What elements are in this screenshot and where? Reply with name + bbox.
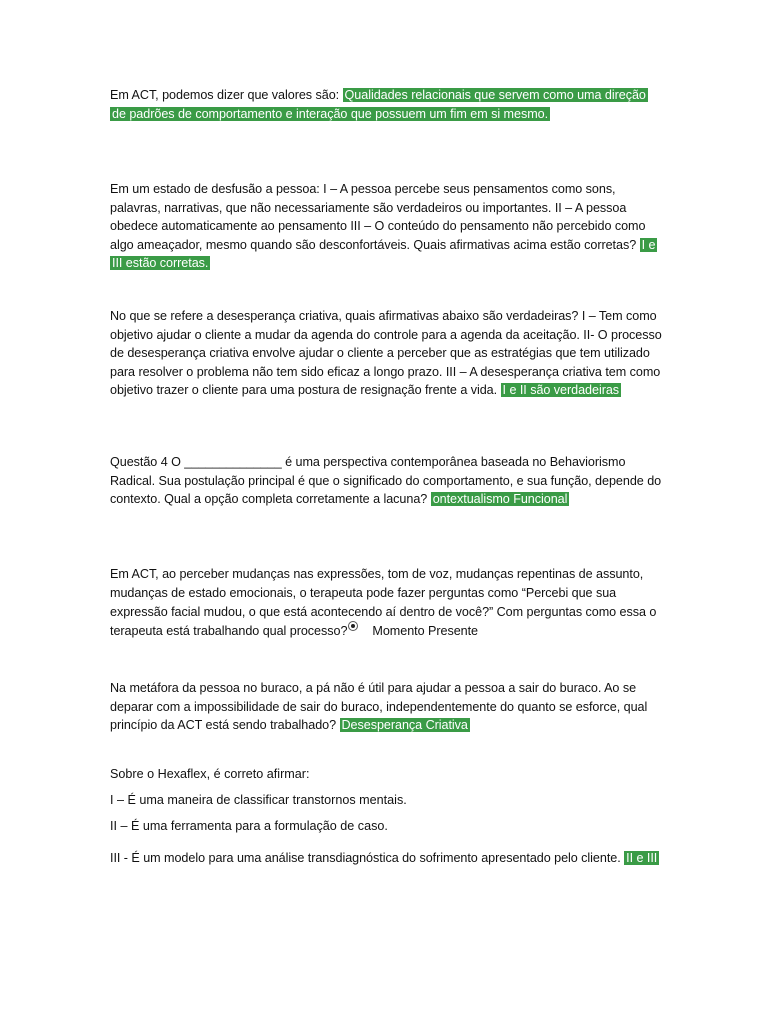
answer-highlight: II e III bbox=[626, 851, 658, 865]
hexaflex-item-1: I – É uma maneira de classificar transtornos mentais. bbox=[110, 793, 407, 807]
answer-highlight: ontextualismo Funcional bbox=[432, 492, 568, 506]
answer-highlight: I e II são verdadeiras bbox=[502, 383, 620, 397]
question-1 bbox=[110, 86, 662, 123]
question-5 bbox=[110, 565, 662, 641]
question-text: III - É um modelo para uma análise transdiagnóstica do sofrimento apresentado pelo cliente. bbox=[110, 851, 625, 865]
question-text: Em um estado de desfusão a pessoa: I – A pessoa percebe seus pensamentos como sons, palavras, narrativas, que não necessariamente são verdadeiros ou importantes. II – A pessoa obedece automaticamente ao pensamento III – O conteúdo do pensamento não percebido como algo ameaçador, mesmo quando são desconfortáveis. Quais afirmativas acima estão corretas? bbox=[110, 182, 646, 252]
hexaflex-item-3 bbox=[110, 849, 662, 868]
question-text: No que se refere a desesperança criativa, quais afirmativas abaixo são verdadeiras? I – Tem como objetivo ajudar o cliente a mudar da agenda do controle para a agenda da aceitação. II- O processo de desesperança criativa envolve ajudar o cliente a perceber que as estratégias que tem utilizado para resolver o problema não tem sido eficaz a longo prazo. III – A desesperança criativa tem como objetivo trazer o cliente para uma postura de resignação frente a vida. bbox=[110, 309, 662, 397]
hexaflex-item-2: II – É uma ferramenta para a formulação de caso. bbox=[110, 819, 388, 833]
hexaflex-intro: Sobre o Hexaflex, é correto afirmar: bbox=[110, 767, 310, 781]
question-2 bbox=[110, 180, 662, 273]
question-3 bbox=[110, 307, 662, 400]
question-text: Em ACT, ao perceber mudanças nas expressões, tom de voz, mudanças repentinas de assunto, mudanças de estado emocionais, o terapeuta pode fazer perguntas como “Percebi que sua expressão facial mudou, o que está acontecendo aí dentro de você?” Com perguntas como essa o terapeuta está trabalhando qual processo? bbox=[110, 567, 657, 638]
question-4 bbox=[110, 453, 662, 509]
question-text: Na metáfora da pessoa no buraco, a pá não é útil para ajudar a pessoa a sair do buraco. Ao se deparar com a impossibilidade de sair do buraco, independentemente do quanto se esforce, qual princípio da ACT está sendo trabalhado? bbox=[110, 681, 648, 732]
question-text: Questão 4 O ______________ é uma perspectiva contemporânea baseada no Behaviorismo Radical. Sua postulação principal é que o significado do comportamento, e sua função, depende do contexto. Qual a opção completa corretamente a lacuna? bbox=[110, 455, 662, 506]
answer-highlight: I e III estão corretas. bbox=[112, 237, 656, 270]
answer-option: Momento Presente bbox=[372, 624, 479, 638]
answer-highlight: Desesperança Criativa bbox=[341, 718, 468, 732]
radio-selected-icon[interactable] bbox=[348, 621, 358, 631]
question-6 bbox=[110, 679, 662, 735]
question-text: Em ACT, podemos dizer que valores são: bbox=[110, 88, 343, 102]
answer-highlight: Qualidades relacionais que servem como uma direção de padrões de comportamento e interação que possuem um fim em si mesmo. bbox=[112, 88, 646, 121]
